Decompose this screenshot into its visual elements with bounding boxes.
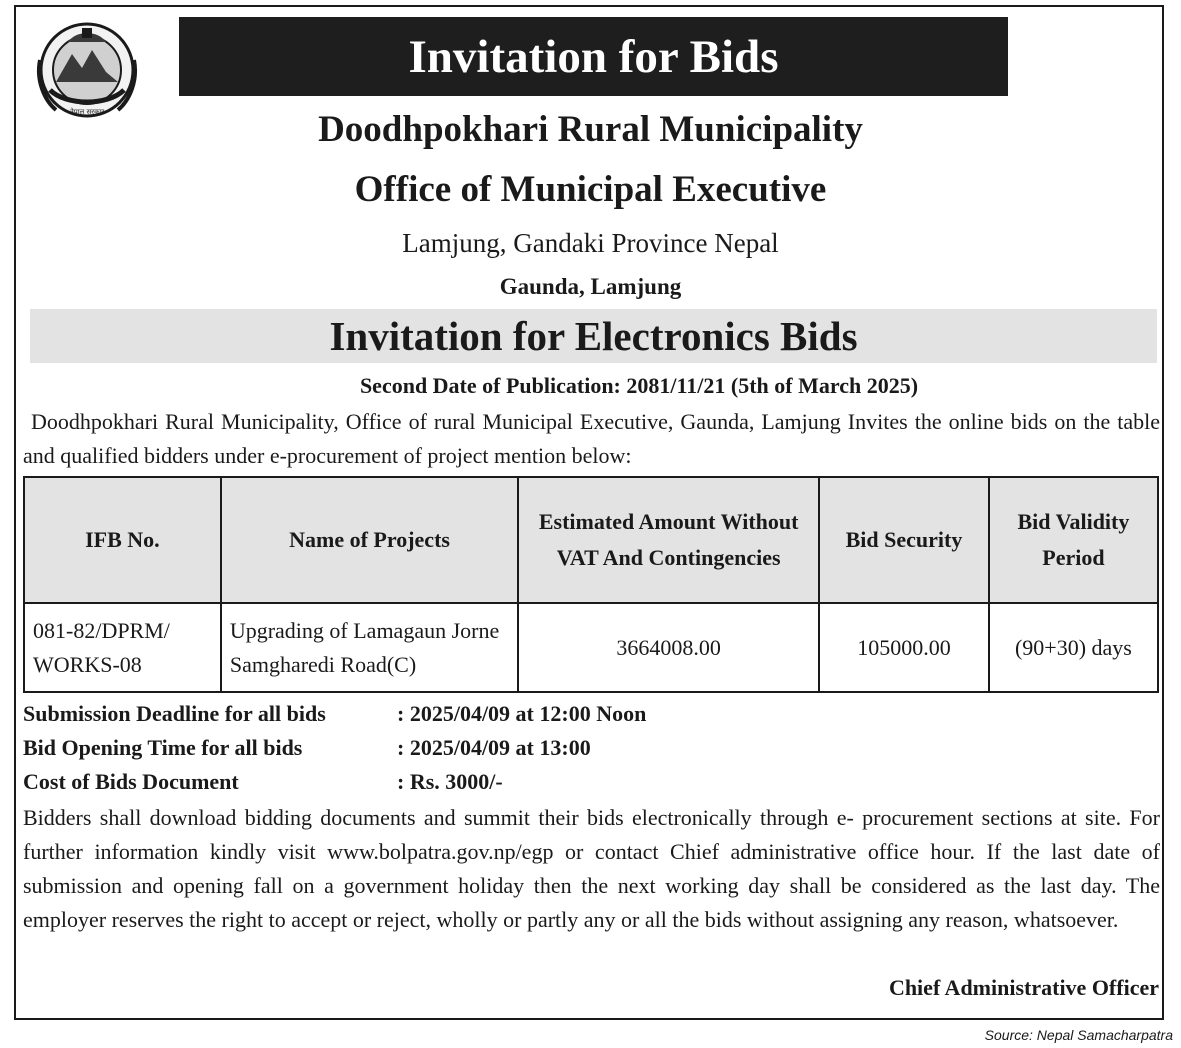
bid-document-cost-label: Cost of Bids Document [23, 769, 239, 794]
source-credit: Source: Nepal Samacharpatra [984, 1027, 1173, 1043]
government-emblem-icon [26, 20, 148, 122]
header-bid-validity: Bid Validity Period [989, 477, 1158, 603]
cell-project-name: Upgrading of Lamagaun Jorne Samgharedi Road(C) [221, 603, 518, 692]
cell-bid-validity: (90+30) days [989, 603, 1158, 692]
municipality-name: Doodhpokhari Rural Municipality [318, 109, 863, 150]
address-line: Lamjung, Gandaki Province Nepal [402, 228, 779, 258]
header-ifb-no: IFB No. [24, 477, 221, 603]
bid-document-cost-value: : Rs. 3000/- [397, 769, 503, 794]
intro-paragraph: Doodhpokhari Rural Municipality, Office of rural Municipal Executive, Gaunda, Lamjung Invites the online bids on the table and qualified bidders under e-procurement of project mention below: [23, 409, 1160, 468]
signature-title: Chief Administrative Officer [888, 975, 1159, 1000]
cell-bid-security: 105000.00 [819, 603, 989, 692]
cell-ifb-no: 081-82/DPRM/ WORKS-08 [24, 603, 221, 692]
cell-estimated-amount: 3664008.00 [518, 603, 819, 692]
header-project-name: Name of Projects [221, 477, 518, 603]
header-bid-security: Bid Security [819, 477, 989, 603]
instructions-paragraph: Bidders shall download bidding documents and summit their bids electronically through e- procurement sections at site. For further information kindly visit www.bolpatra.gov.np/egp or contact Chief administrative office hour. If the last date of submission and opening fall on a government holiday then the next working day shall be considered as the last day. The employer reserves the right to accept or reject, wholly or partly any or all the bids without assigning any reason, whatsoever. [23, 805, 1160, 932]
emblem-text: नेपाल सरकार [69, 108, 105, 116]
sub-banner-title: Invitation for Electronics Bids [30, 309, 1157, 363]
address-line-secondary: Gaunda, Lamjung [499, 274, 682, 299]
top-banner-title: Invitation for Bids [179, 17, 1008, 96]
submission-deadline-row [23, 701, 646, 727]
publication-date: Second Date of Publication: 2081/11/21 (5th of March 2025) [359, 373, 919, 398]
bids-table [23, 476, 1159, 693]
bid-document-cost-row [23, 769, 503, 795]
office-name: Office of Municipal Executive [354, 169, 827, 210]
submission-deadline-label: Submission Deadline for all bids [23, 701, 326, 726]
submission-deadline-value: : 2025/04/09 at 12:00 Noon [397, 701, 647, 726]
bid-opening-value: : 2025/04/09 at 13:00 [397, 735, 591, 760]
table-header-row [24, 477, 1158, 603]
bid-opening-label: Bid Opening Time for all bids [23, 735, 303, 760]
bid-opening-row [23, 735, 591, 761]
table-row [24, 603, 1158, 692]
header-estimated-amount: Estimated Amount Without VAT And Contingencies [518, 477, 819, 603]
